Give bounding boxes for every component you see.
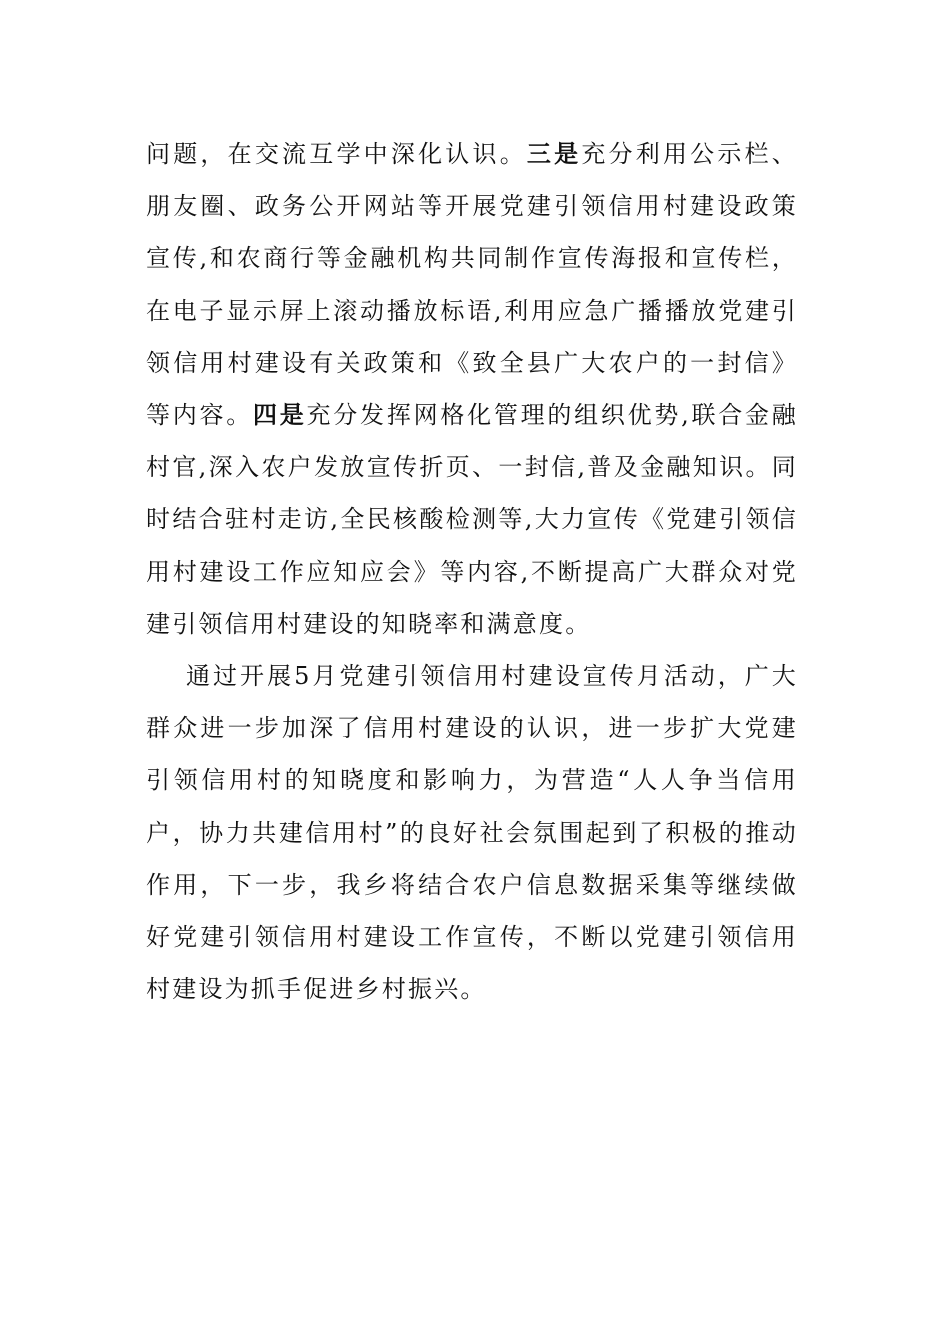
lead-phrase-four: 四是 xyxy=(253,400,307,430)
paragraph-1-text: 充分发挥网格化管理的组织优势,联合金融村官,深入农户发放宣传折页、一封信,普及金融知识。同时结合驻村走访,全民核酸检测等,大力宣传《党建引领信用村建设工作应知应会》等内容,不断提高广大群众对党建引领信用村建设的知晓率和满意度。 xyxy=(146,401,798,638)
lead-phrase-three: 三是 xyxy=(526,139,582,168)
paragraph-2-text: 通过开展5月党建引领信用村建设宣传月活动，广大群众进一步加深了信用村建设的认识，进一步扩大党建引领信用村的知晓度和影响力，为营造“人人争当信用户，协力共建信用村”的良好社会氛围起到了积极的推动作用，下一步，我乡将结合农户信息数据采集等继续做好党建引领信用村建设工作宣传，不断以党建引领信用村建设为抓手促进乡村振兴。 xyxy=(146,662,798,1004)
document-body xyxy=(146,128,798,1015)
paragraph-1-text: 充分利用公示栏、朋友圈、政务公开网站等开展党建引领信用村建设政策宣传,和农商行等金融机构共同制作宣传海报和宣传栏，在电子显示屏上滚动播放标语,利用应急广播播放党建引领信用村建设有关政策和《致全县广大农户的一封信》等内容。 xyxy=(146,140,798,430)
paragraph-1-text: 问题，在交流互学中深化认识。 xyxy=(146,140,527,168)
paragraph-2 xyxy=(146,650,798,1015)
paragraph-1 xyxy=(146,128,798,650)
